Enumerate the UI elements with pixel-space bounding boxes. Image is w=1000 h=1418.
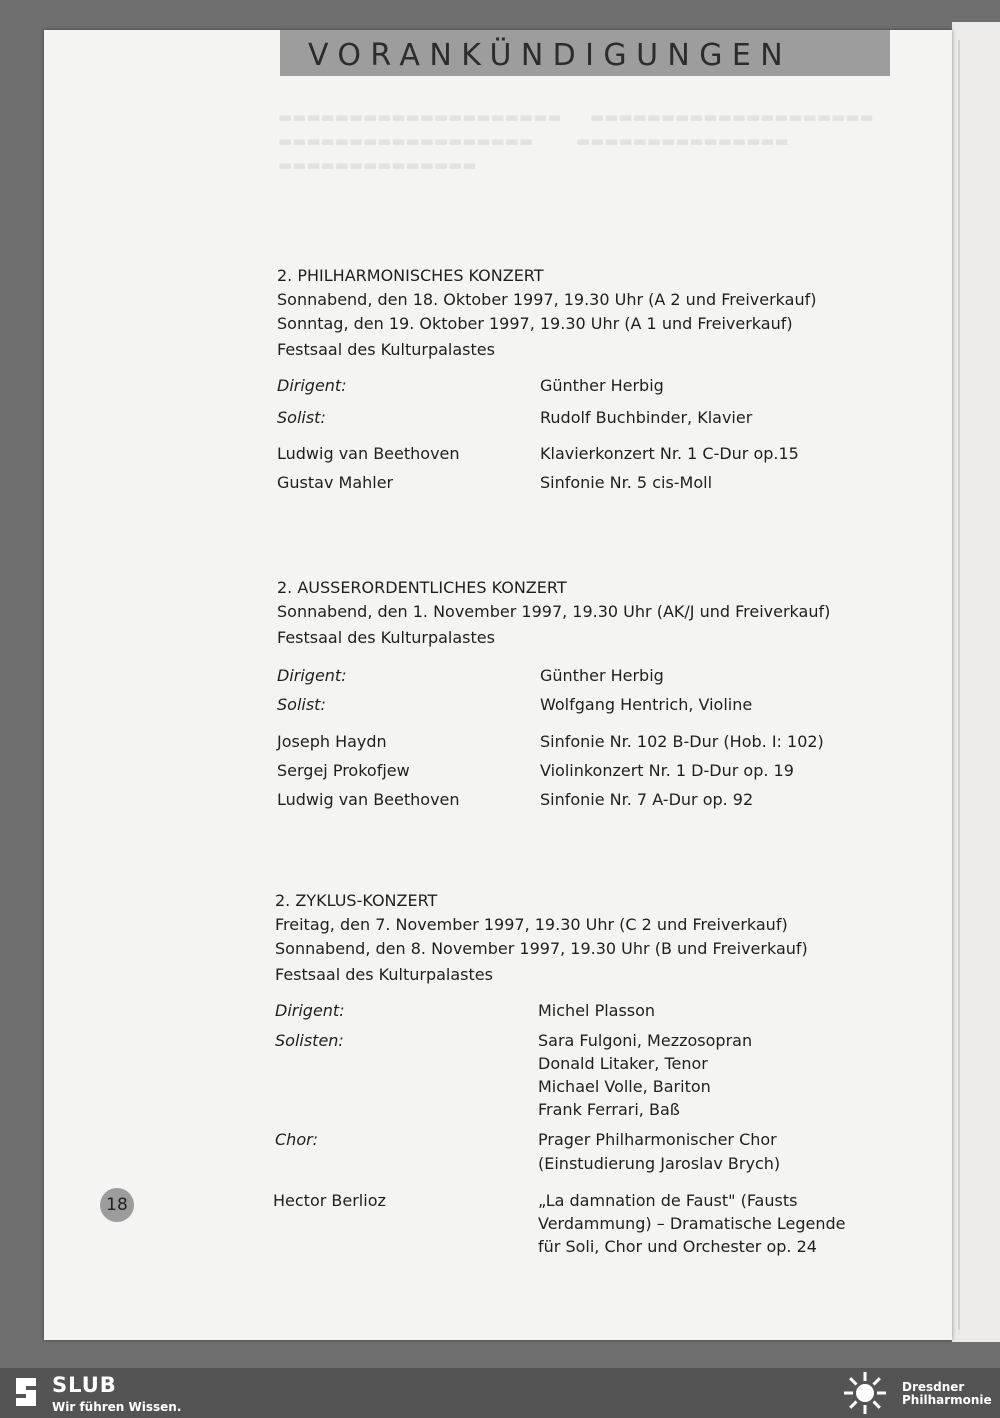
program-composer: Joseph Haydn <box>277 732 387 751</box>
concert-title: 2. PHILHARMONISCHES KONZERT <box>277 266 544 285</box>
concert-date: Freitag, den 7. November 1997, 19.30 Uhr (C 2 und Freiverkauf) <box>275 915 788 934</box>
choir-entry: Prager Philharmonischer Chor <box>538 1130 777 1149</box>
program-composer: Ludwig van Beethoven <box>277 790 460 809</box>
choir-label: Chor: <box>275 1130 319 1149</box>
program-work-line: „La damnation de Faust" (Fausts <box>538 1191 798 1210</box>
concert-title: 2. ZYKLUS-KONZERT <box>275 891 438 910</box>
bleed-through: ▬▬▬▬▬▬▬▬▬▬▬▬▬▬▬▬▬▬ ▬▬▬▬▬▬▬▬▬▬▬▬▬▬▬ <box>278 132 789 150</box>
program-work: Violinkonzert Nr. 1 D-Dur op. 19 <box>540 761 794 780</box>
program-work: Sinfonie Nr. 7 A-Dur op. 92 <box>540 790 754 809</box>
program-work: Sinfonie Nr. 102 B-Dur (Hob. I: 102) <box>540 732 824 751</box>
slub-brand: SLUB <box>52 1373 117 1397</box>
role-value: Günther Herbig <box>540 376 664 395</box>
soloist-entry: Frank Ferrari, Baß <box>538 1100 680 1119</box>
program-work-line: für Soli, Chor und Orchester op. 24 <box>538 1237 817 1256</box>
role-value: Günther Herbig <box>540 666 664 685</box>
soloists-label: Solisten: <box>275 1031 344 1050</box>
conductor-label: Dirigent: <box>275 1001 345 1020</box>
bleed-through: ▬▬▬▬▬▬▬▬▬▬▬▬▬▬ <box>278 156 477 174</box>
slub-tagline: Wir führen Wissen. <box>52 1400 182 1414</box>
concert-title: 2. AUSSERORDENTLICHES KONZERT <box>277 578 567 597</box>
soloist-entry: Donald Litaker, Tenor <box>538 1054 708 1073</box>
dresdner-philharmonie-logo-icon <box>842 1370 888 1416</box>
concert-date: Sonnabend, den 1. November 1997, 19.30 Uhr (AK/J und Freiverkauf) <box>277 602 831 621</box>
role-value: Rudolf Buchbinder, Klavier <box>540 408 753 427</box>
program-work: Klavierkonzert Nr. 1 C-Dur op.15 <box>540 444 799 463</box>
bleed-through: ▬▬▬▬▬▬▬▬▬▬▬▬▬▬▬▬▬▬▬▬ ▬▬▬▬▬▬▬▬▬▬▬▬▬▬▬▬▬▬▬▬ <box>278 108 874 126</box>
slub-logo-icon <box>12 1376 40 1408</box>
role-label: Dirigent: <box>277 666 347 685</box>
brand-line-1: Dresdner <box>902 1380 965 1394</box>
program-work: Sinfonie Nr. 5 cis-Moll <box>540 473 713 492</box>
brand-line-2: Philharmonie <box>902 1393 992 1407</box>
document-page <box>44 30 952 1340</box>
program-composer: Gustav Mahler <box>277 473 394 492</box>
page-number: 18 <box>100 1188 134 1222</box>
conductor-name: Michel Plasson <box>538 1001 656 1020</box>
choir-entry: (Einstudierung Jaroslav Brych) <box>538 1154 781 1173</box>
program-composer: Ludwig van Beethoven <box>277 444 460 463</box>
page-title: VORANKÜNDIGUNGEN <box>308 38 793 73</box>
concert-date: Sonntag, den 19. Oktober 1997, 19.30 Uhr (A 1 und Freiverkauf) <box>277 314 793 333</box>
program-composer: Sergej Prokofjew <box>277 761 410 780</box>
concert-date: Sonnabend, den 8. November 1997, 19.30 Uhr (B und Freiverkauf) <box>275 939 808 958</box>
concert-venue: Festsaal des Kulturpalastes <box>277 340 495 359</box>
program-work-line: Verdammung) – Dramatische Legende <box>538 1214 846 1233</box>
page-fold-line <box>958 40 960 1330</box>
role-label: Dirigent: <box>277 376 347 395</box>
concert-venue: Festsaal des Kulturpalastes <box>275 965 493 984</box>
role-label: Solist: <box>277 695 326 714</box>
soloist-entry: Sara Fulgoni, Mezzosopran <box>538 1031 753 1050</box>
concert-venue: Festsaal des Kulturpalastes <box>277 628 495 647</box>
concert-date: Sonnabend, den 18. Oktober 1997, 19.30 Uhr (A 2 und Freiverkauf) <box>277 290 817 309</box>
role-value: Wolfgang Hentrich, Violine <box>540 695 753 714</box>
program-composer: Hector Berlioz <box>273 1191 386 1210</box>
soloist-entry: Michael Volle, Bariton <box>538 1077 711 1096</box>
dresdner-philharmonie-brand <box>902 1381 992 1407</box>
role-label: Solist: <box>277 408 326 427</box>
